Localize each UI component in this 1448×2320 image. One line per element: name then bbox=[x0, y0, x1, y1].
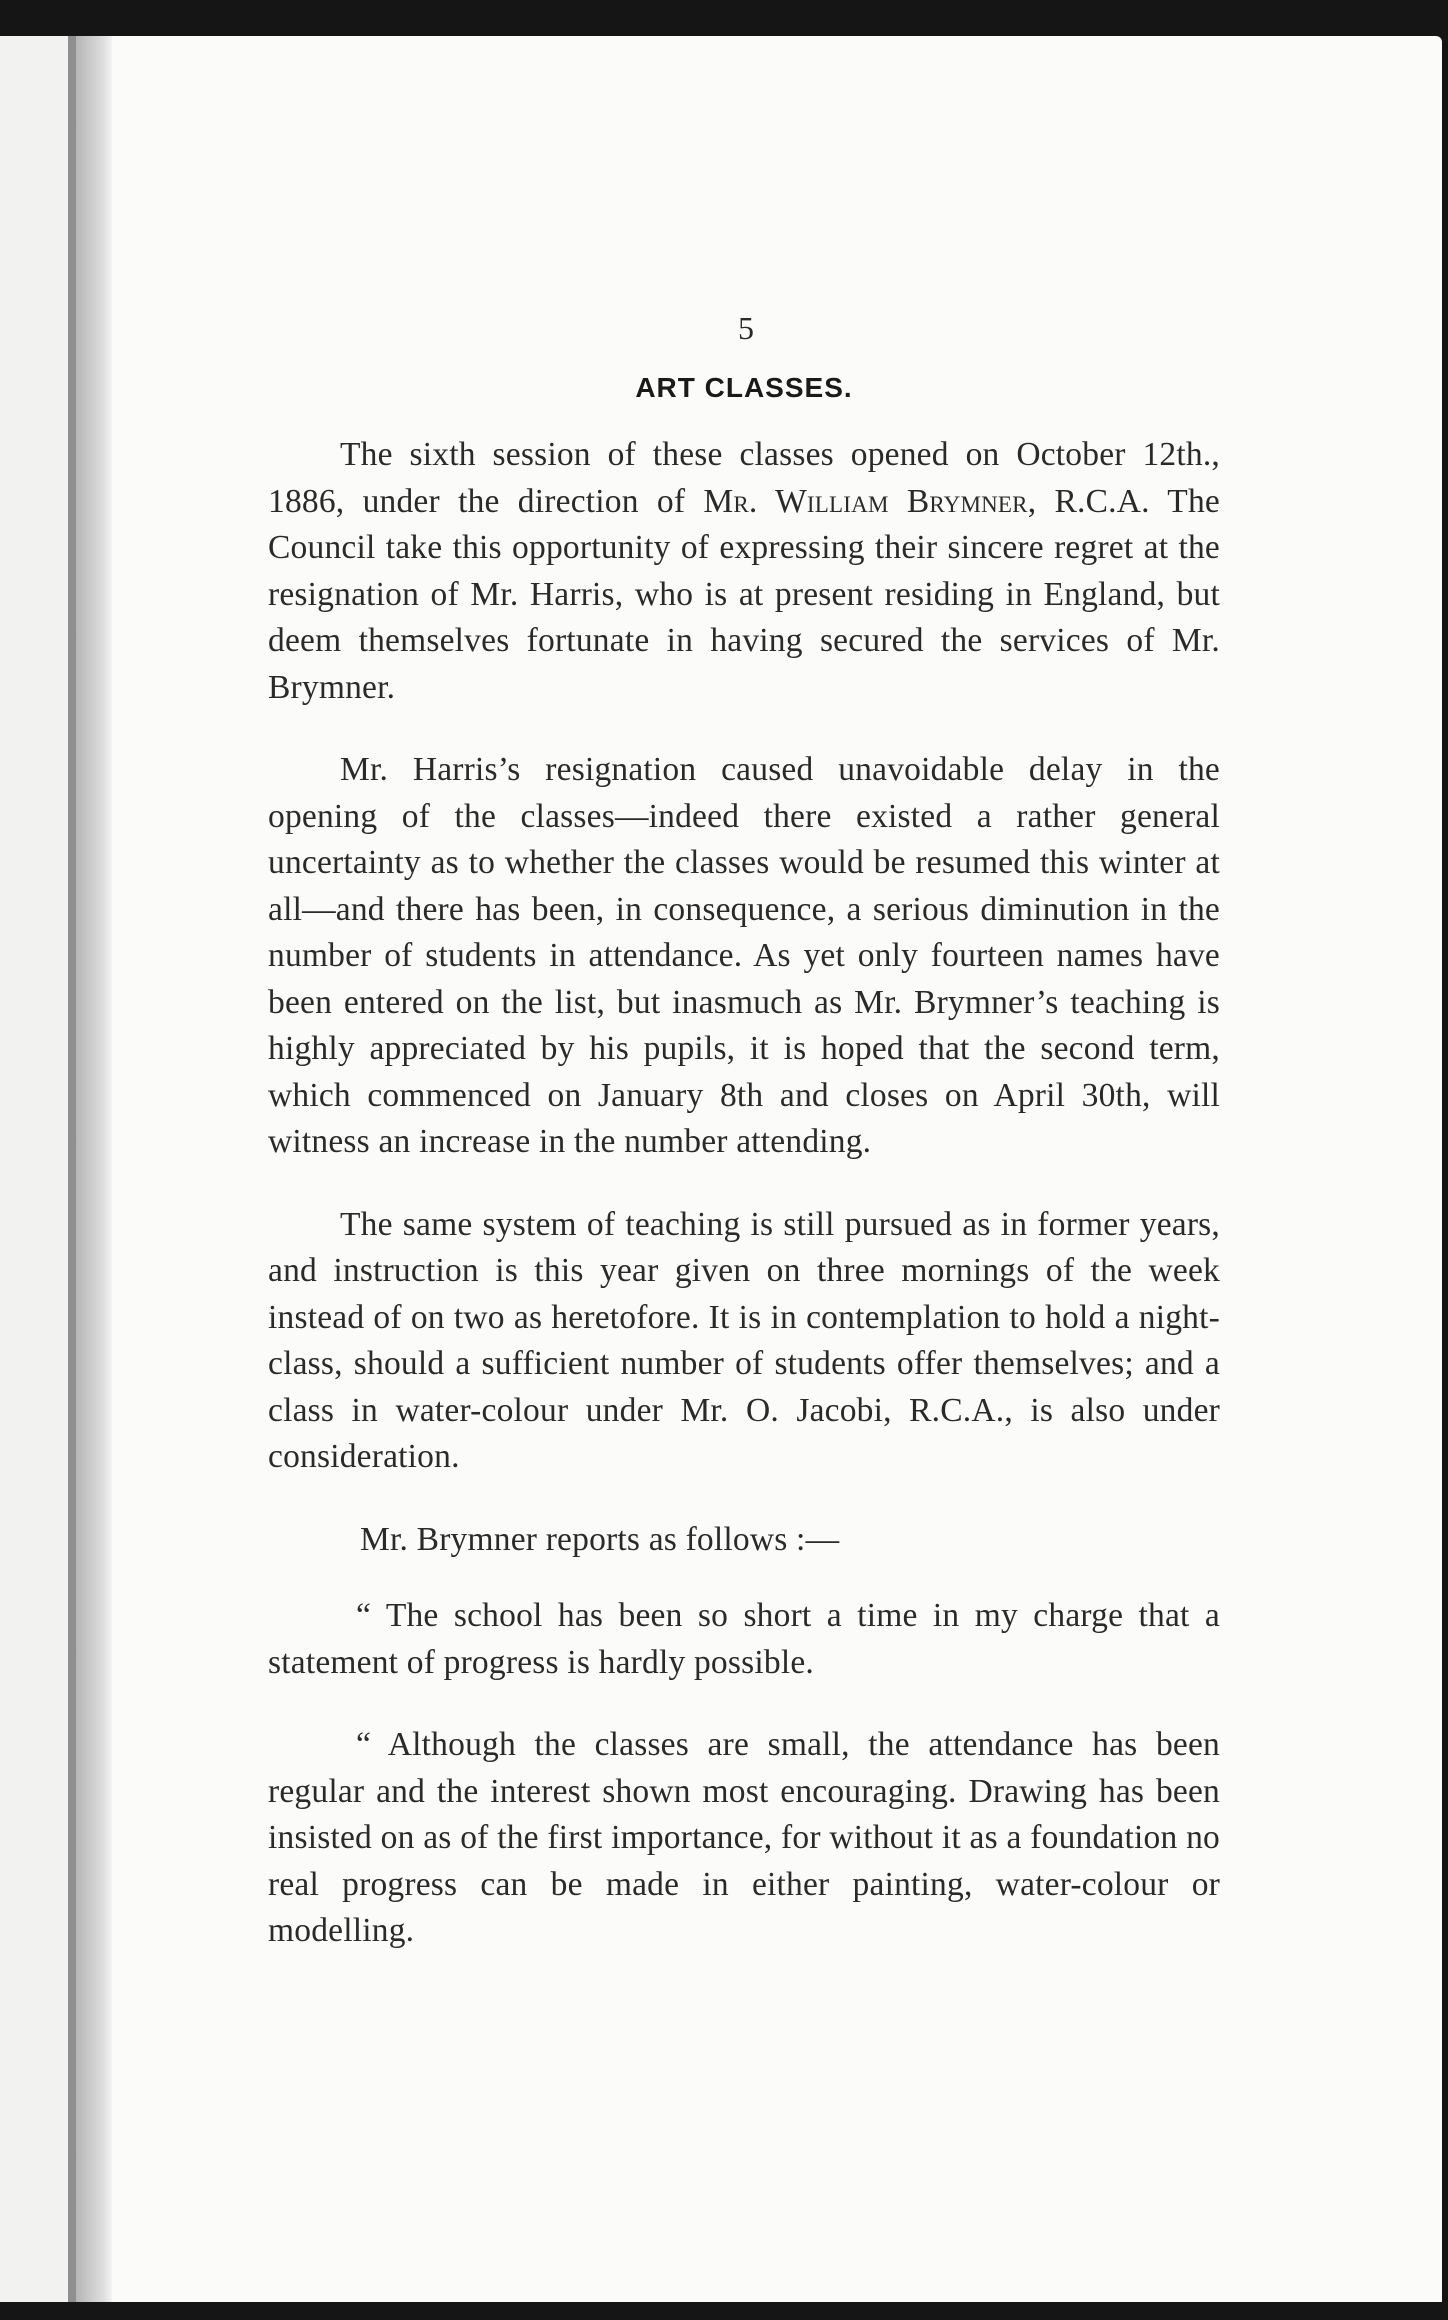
paragraph-session-opening bbox=[268, 432, 1220, 711]
paragraph-resignation: Mr. Harris’s resignation caused unavoidable delay in the opening of the classes—indeed there existed a rather general uncertainty as to whether the classes would be resumed this winter at all—and there has been, in consequence, a serious diminution in the number of students in attendance. As yet only fourteen names have been entered on the list, but inasmuch as Mr. Brymner’s teaching is highly appreciated by his pupils, it is hoped that the second term, which commenced on January 8th and closes on April 30th, will witness an increase in the number attending. bbox=[268, 751, 1220, 1160]
paragraph-text: , R.C.A. The Council take this opportunity of expressing their sincere regret at the resignation of Mr. Harris, who is at present residing in England, but deem themselves fortunate in having secured the services of Mr. Brymner. bbox=[268, 482, 1220, 706]
page-content bbox=[268, 300, 1220, 1991]
paragraph-quote-progress: “ The school has been so short a time in my charge that a statement of progress is hardly possible. bbox=[268, 1597, 1220, 1681]
left-margin bbox=[0, 36, 68, 2302]
section-heading: ART CLASSES. bbox=[635, 372, 853, 403]
instructor-name: Mr. William Brymner bbox=[703, 482, 1028, 520]
page-number: 5 bbox=[738, 310, 754, 346]
gutter-shadow bbox=[68, 36, 76, 2302]
paragraph-report-intro: Mr. Brymner reports as follows :— bbox=[360, 1520, 840, 1558]
paragraph-teaching-system: The same system of teaching is still pursued as in former years, and instruction is this year given on three mornings of the week instead of on two as heretofore. It is in contemplation to hold a night-class, should a sufficient number of students offer themselves; and a class in water-colour under Mr. O. Jacobi, R.C.A., is also under consideration. bbox=[268, 1205, 1220, 1475]
scan-bottom-border bbox=[0, 2302, 1448, 2320]
paragraph-text: The sixth session of these classes opened on October 12th., 1886, under the direction of bbox=[268, 436, 1220, 520]
paragraph-quote-attendance: “ Although the classes are small, the attendance has been regular and the interest shown most encouraging. Drawing has been insisted on as of the first importance, for without it as a foundation no real progress can be made in either painting, water-colour or modelling. bbox=[268, 1726, 1220, 1949]
